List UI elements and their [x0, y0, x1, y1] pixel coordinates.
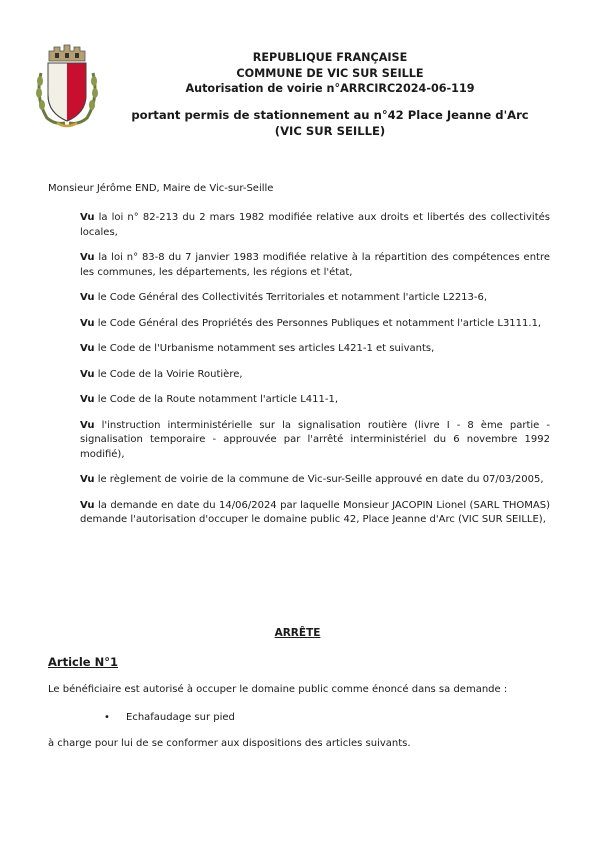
bullet-item — [104, 711, 504, 726]
header-commune: COMMUNE DE VIC SUR SEILLE — [236, 66, 424, 80]
consideration-item: Vu l'instruction interministérielle sur la signalisation routière (livre I - 8 ème partie - signalisation temporaire - approuvée par l'arrêté interministériel du 6 novembre 1992 modifié), — [80, 419, 550, 460]
consideration-item: Vu la demande en date du 14/06/2024 par laquelle Monsieur JACOPIN Lionel (SARL THOMAS) demande l'autorisation d'occuper le domaine public 42, Place Jeanne d'Arc (VIC SUR SEILLE), — [80, 499, 550, 525]
article-paragraph: Le bénéficiaire est autorisé à occuper le domaine public comme énoncé dans sa demande : — [48, 684, 508, 695]
consideration-item: Vu le règlement de voirie de la commune de Vic-sur-Seille approuvé en date du 07/03/2005, — [80, 474, 544, 485]
considerations-list — [80, 211, 550, 539]
consideration-item: Vu la loi n° 83-8 du 7 janvier 1983 modifiée relative à la répartition des compétences entre les communes, les départements, les régions et l'état, — [80, 252, 550, 278]
consideration-item: Vu le Code de la Voirie Routière, — [80, 368, 243, 380]
consideration-item: Vu le Code de l'Urbanisme notamment ses articles L421-1 et suivants, — [80, 343, 435, 354]
header-subject-line1: portant permis de stationnement au n°42 Place Jeanne d'Arc — [131, 107, 529, 122]
header-subject-line2: (VIC SUR SEILLE) — [274, 123, 386, 138]
coat-of-arms-logo — [35, 43, 99, 129]
header-republic: REPUBLIQUE FRANÇAISE — [252, 51, 408, 64]
mayor-intro: Monsieur Jérôme END, Maire de Vic-sur-Seille — [48, 183, 274, 194]
bullet-text: Echafaudage sur pied — [126, 712, 235, 723]
header-authorization-number: Autorisation de voirie n°ARRCIRC2024-06-119 — [185, 82, 475, 95]
consideration-item: Vu le Code Général des Collectivités Territoriales et notamment l'article L2213-6, — [80, 292, 488, 303]
consideration-item: Vu le Code de la Route notamment l'article L411-1, — [80, 394, 339, 405]
consideration-item: Vu la loi n° 82-213 du 2 mars 1982 modifiée relative aux droits et libertés des collectivités locales, — [80, 212, 550, 238]
article-title: Article N°1 — [48, 655, 118, 669]
document-header — [110, 50, 550, 139]
decree-heading: ARRÊTE — [274, 627, 321, 639]
header-subject — [110, 107, 550, 139]
article-paragraph-closing: à charge pour lui de se conformer aux dispositions des articles suivants. — [48, 738, 411, 749]
bullet-mark: • — [104, 712, 110, 723]
consideration-item: Vu le Code Général des Propriétés des Personnes Publiques et notamment l'article L3111.1, — [80, 317, 542, 329]
